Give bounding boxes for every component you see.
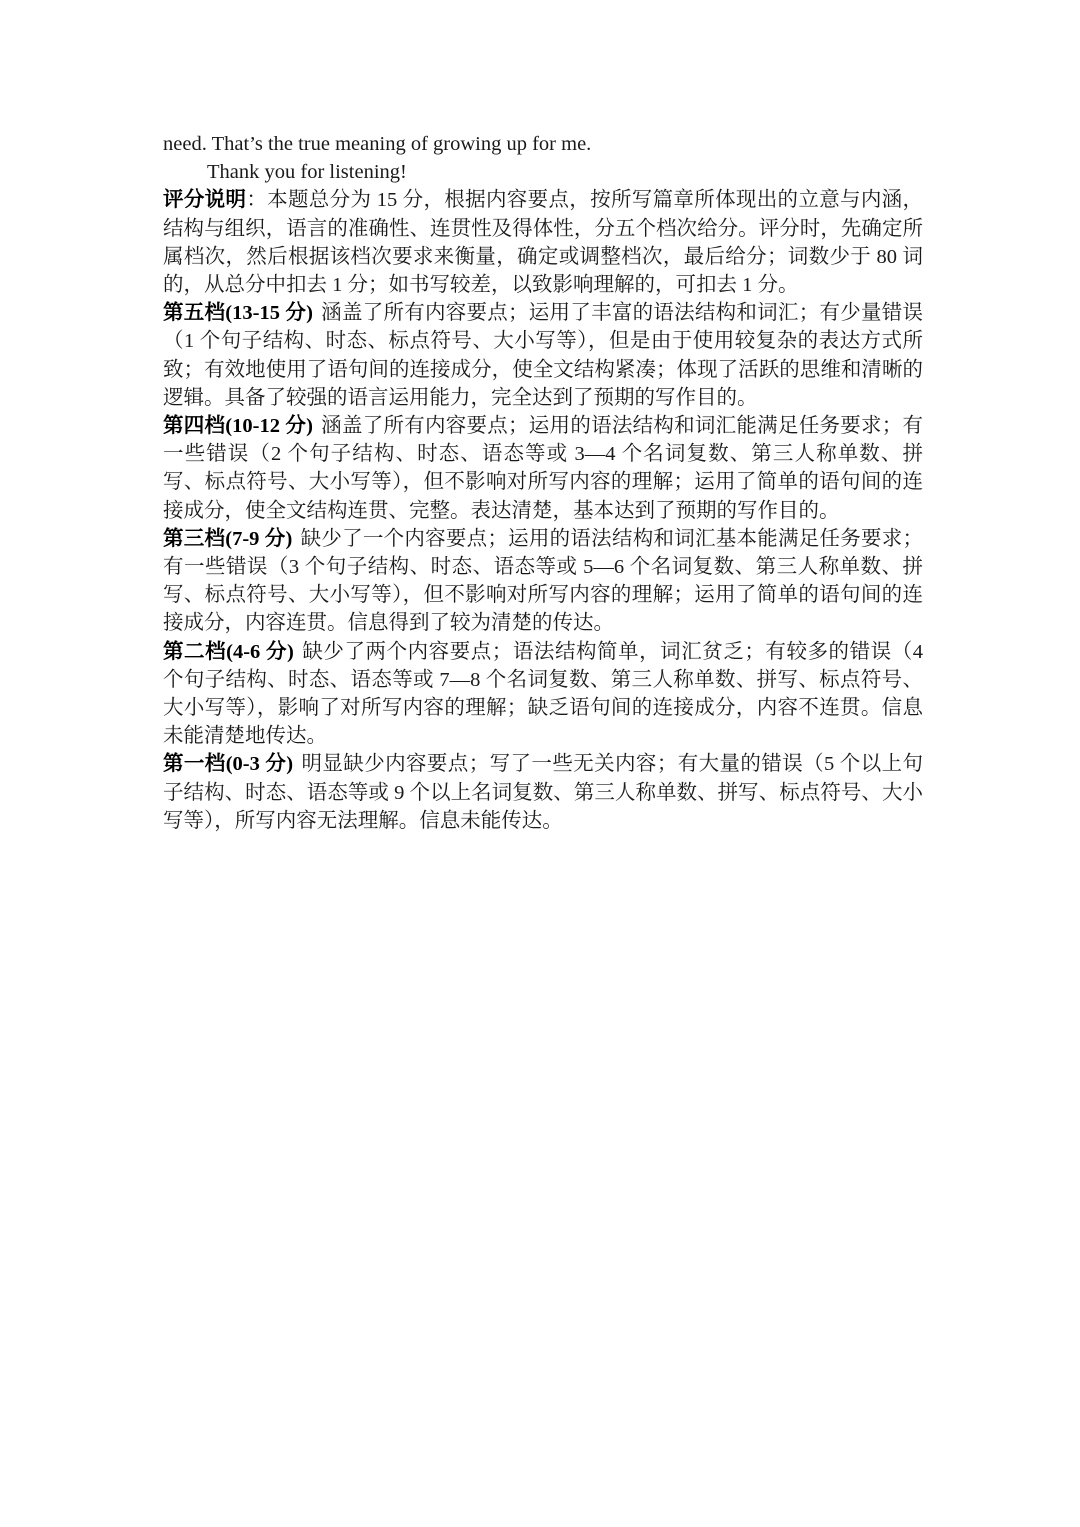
tier-paragraph-4 <box>163 412 923 525</box>
tier-text: 明显缺少内容要点；写了一些无关内容；有大量的错误（5 个以上句子结构、时态、语态等或 9 个以上名词复数、第三人称单数、拼写、标点符号、大小写等），所写内容无法理解。信息未能传达。 <box>163 753 923 832</box>
tier-text: 缺少了两个内容要点；语法结构简单，词汇贫乏；有较多的错误（4 个句子结构、时态、语态等或 7—8 个名词复数、第三人称单数、拼写、标点符号、大小写等），影响了对所写内容的理解；缺乏语句间的连接成分，内容不连贯。信息未能清楚地传达。 <box>163 640 923 748</box>
tier-paragraph-3 <box>163 525 923 638</box>
scoring-label: 评分说明 <box>163 189 247 212</box>
tier-paragraph-1 <box>163 750 923 835</box>
document-body <box>163 130 923 835</box>
tier-label: 第一档(0-3 分) <box>163 753 294 776</box>
tier-label: 第二档(4-6 分) <box>163 640 294 663</box>
tier-text: 涵盖了所有内容要点；运用的语法结构和词汇能满足任务要求；有一些错误（2 个句子结构、时态、语态等或 3—4 个名词复数、第三人称单数、拼写、标点符号、大小写等），但不影响对所写内容的理解；运用了简单的语句间的连接成分，使全文结构连贯、完整。表达清楚，基本达到了预期的写作目的。 <box>163 415 924 522</box>
tier-label: 第三档(7-9 分) <box>163 527 293 550</box>
tier-text: 涵盖了所有内容要点；运用了丰富的语法结构和词汇；有少量错误（1 个句子结构、时态、标点符号、大小写等），但是由于使用较复杂的表达方式所致；有效地使用了语句间的连接成分，使全文结构紧凑；体现了活跃的思维和清晰的逻辑。具备了较强的语言运用能力，完全达到了预期的写作目的。 <box>163 302 924 409</box>
tier-label: 第五档(13-15 分) <box>163 302 313 325</box>
tier-label: 第四档(10-12 分) <box>163 415 313 438</box>
scoring-instructions <box>163 186 923 299</box>
tier-text: 缺少了一个内容要点；运用的语法结构和词汇基本能满足任务要求；有一些错误（3 个句子结构、时态、语态等或 5—6 个名词复数、第三人称单数、拼写、标点符号、大小写等），但不影响对所写内容的理解；运用了简单的语句间的连接成分，内容连贯。信息得到了较为清楚的传达。 <box>163 527 923 635</box>
tier-paragraph-5 <box>163 299 923 412</box>
tier-paragraph-2 <box>163 638 923 751</box>
scoring-colon: ： <box>246 189 268 212</box>
scoring-text: 本题总分为 15 分，根据内容要点，按所写篇章所体现出的立意与内涵，结构与组织，语言的准确性、连贯性及得体性，分五个档次给分。评分时，先确定所属档次，然后根据该档次要求来衡量，确定或调整档次，最后给分；词数少于 80 词的，从总分中扣去 1 分；如书写较差，以致影响理解的，可扣去 1 分。 <box>163 189 924 297</box>
intro-line: need. That’s the true meaning of growing up for me. <box>163 133 592 155</box>
closing-line: Thank you for listening! <box>207 161 407 184</box>
